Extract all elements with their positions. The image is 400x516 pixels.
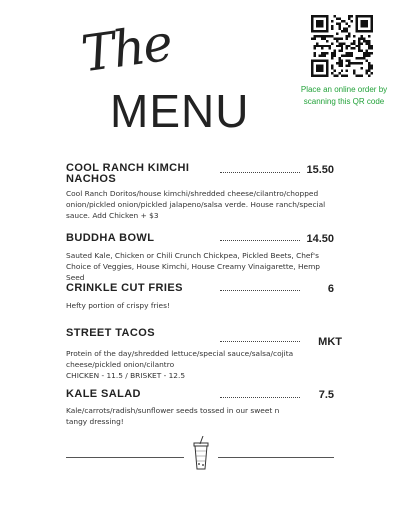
price-leader	[220, 290, 300, 291]
item-description: Kale/carrots/radish/sunflower seeds tossed in our sweet n tangy dressing!	[66, 406, 280, 426]
footer-divider-left	[66, 457, 184, 458]
qr-code-icon[interactable]	[311, 15, 373, 77]
item-price: 6	[327, 283, 334, 295]
item-description: Cool Ranch Doritos/house kimchi/shredded cheese/cilantro/chopped onion/pickled onion/pickled jalapeno/salsa verde. House ranch/special sauce. Add Chicken + $3	[66, 189, 326, 220]
item-name: BUDDHA BOWL	[66, 232, 155, 244]
price-leader	[220, 397, 300, 398]
item-name: COOL RANCH KIMCHI NACHOS	[66, 162, 190, 185]
page-title: MENU	[110, 85, 250, 137]
the-script-heading: The	[78, 13, 175, 84]
item-price: 15.50	[306, 164, 334, 176]
price-leader	[220, 240, 300, 241]
item-price: MKT	[318, 336, 342, 348]
item-name: CRINKLE CUT FRIES	[66, 282, 183, 294]
item-name: STREET TACOS	[66, 327, 155, 339]
item-price-note: CHICKEN - 11.5 / BRISKET - 12.5	[66, 371, 186, 380]
item-name: KALE SALAD	[66, 388, 141, 400]
item-price: 7.5	[318, 389, 334, 401]
price-leader	[220, 172, 300, 173]
item-price: 14.50	[306, 233, 334, 245]
menu-item-street-tacos	[66, 328, 336, 381]
qr-caption: Place an online order by scanning this QR code	[300, 85, 388, 106]
drink-cup-icon	[191, 436, 211, 470]
item-description: Hefty portion of crispy fries!	[66, 301, 170, 310]
price-leader	[220, 341, 300, 342]
item-description: Sauted Kale, Chicken or Chili Crunch Chickpea, Pickled Beets, Chef's Choice of Veggies, House Kimchi, House Creamy Vinaigarette, Hemp Seed	[66, 251, 320, 282]
footer-divider-right	[218, 457, 334, 458]
item-description: Protein of the day/shredded lettuce/special sauce/salsa/cojita cheese/pickled onion/cilantro	[66, 349, 294, 369]
